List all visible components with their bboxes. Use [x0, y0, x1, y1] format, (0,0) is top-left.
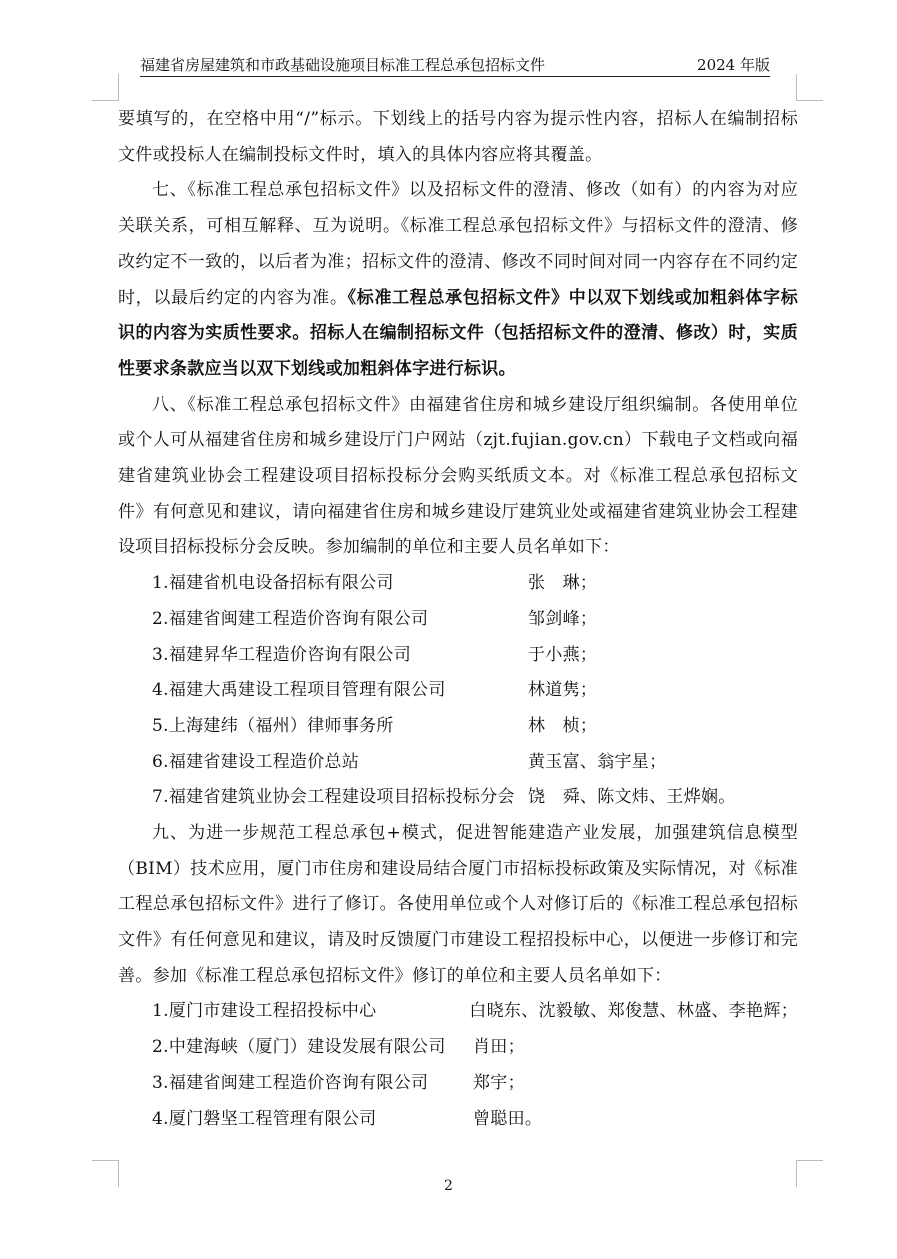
list-item — [118, 745, 798, 781]
page-number: 2 — [444, 1178, 453, 1194]
list-item — [118, 1102, 798, 1138]
list-item — [118, 673, 798, 709]
editor-people: 黄玉富、翁宇星； — [528, 751, 667, 772]
list-item — [118, 1066, 798, 1102]
editor-people: 邹剑峰； — [528, 608, 598, 629]
editor-people: 张 琳； — [528, 573, 598, 594]
reviser-people: 肖田； — [473, 1037, 525, 1058]
reviser-org: 3.福建省闽建工程造价咨询有限公司 — [152, 1072, 429, 1093]
editor-org: 7.福建省建筑业协会工程建设项目招标投标分会 — [152, 787, 515, 808]
editor-org: 3.福建昇华工程造价咨询有限公司 — [152, 644, 412, 665]
list-item — [118, 1030, 798, 1066]
corner-mark-top-right — [796, 74, 823, 101]
list-item — [118, 638, 798, 674]
editor-org: 4.福建大禹建设工程项目管理有限公司 — [152, 680, 446, 701]
editor-people: 饶 舜、陈文炜、王烨娴。 — [528, 787, 736, 808]
paragraph-8: 八、《标准工程总承包招标文件》由福建省住房和城乡建设厅组织编制。各使用单位或个人可从福建省住房和城乡建设厅门户网站（zjt.fujian.gov.cn）下载电子文档或向福建省建筑业协会工程建设项目招标投标分会购买纸质文本。对《标准工程总承包招标文件》有何意见和建议，请向福建省住房和城乡建设厅建筑业处或福建省建筑业协会工程建设项目招标投标分会反映。参加编制的单位和主要人员名单如下： — [118, 394, 799, 558]
editor-people: 林道隽； — [528, 680, 598, 701]
editor-org: 5.上海建纬（福州）律师事务所 — [152, 715, 394, 736]
editors-list — [118, 566, 798, 816]
paragraph-continued: 要填写的，在空格中用“/”标示。下划线上的括号内容为提示性内容，招标人在编制招标文件或投标人在编制投标文件时，填入的具体内容应将其覆盖。 — [118, 109, 798, 165]
reviser-org: 2.中建海峡（厦门）建设发展有限公司 — [152, 1037, 446, 1058]
corner-mark-top-left — [92, 74, 119, 101]
paragraph-7-text: 七、《标准工程总承包招标文件》以及招标文件的澄清、修改（如有）的内容为对应关联关系，可相互解释、互为说明。《标准工程总承包招标文件》与招标文件的澄清、修改约定不一致的，以后者为准；招标文件的澄清、修改不同时间对同一内容存在不同约定时，以最后约定的内容为准。 — [118, 180, 798, 308]
editor-org: 6.福建省建设工程造价总站 — [152, 751, 360, 772]
reviser-people: 白晓东、沈毅敏、郑俊慧、林盛、李艳辉； — [469, 1001, 798, 1022]
paragraph-9: 九、为进一步规范工程总承包+模式，促进智能建造产业发展，加强建筑信息模型（BIM）技术应用，厦门市住房和建设局结合厦门市招标投标政策及实际情况，对《标准工程总承包招标文件》进行了修订。各使用单位或个人对修订后的《标准工程总承包招标文件》有任何意见和建议，请及时反馈厦门市建设工程招投标中心，以便进一步修订和完善。参加《标准工程总承包招标文件》修订的单位和主要人员名单如下： — [118, 822, 798, 986]
header-edition: 2024 年版 — [697, 56, 770, 74]
editor-org: 2.福建省闽建工程造价咨询有限公司 — [152, 608, 429, 629]
reviser-people: 郑宇； — [473, 1072, 525, 1093]
list-item — [118, 602, 798, 638]
reviser-people: 曾聪田。 — [473, 1108, 543, 1129]
editor-org: 1.福建省机电设备招标有限公司 — [152, 573, 394, 594]
list-item — [118, 566, 798, 602]
editor-people: 林 桢； — [528, 715, 598, 736]
list-item — [118, 709, 798, 745]
editor-people: 于小燕； — [528, 644, 598, 665]
revisers-list — [118, 994, 798, 1137]
reviser-org: 1.厦门市建设工程招投标中心 — [152, 1001, 377, 1022]
reviser-org: 4.厦门磐坚工程管理有限公司 — [152, 1108, 377, 1129]
list-item — [118, 994, 798, 1030]
paragraph-7 — [118, 173, 798, 387]
page-header — [140, 54, 770, 77]
list-item — [118, 780, 798, 816]
paragraph-7-bold-text: 《标准工程总承包招标文件》中以双下划线或加粗斜体字标识的内容为实质性要求。招标人在编制招标文件（包括招标文件的澄清、修改）时，实质性要求条款应当以双下划线或加粗斜体字进行标识。 — [118, 287, 798, 379]
document-body — [118, 102, 798, 1137]
header-title: 福建省房屋建筑和市政基础设施项目标准工程总承包招标文件 — [140, 56, 546, 74]
